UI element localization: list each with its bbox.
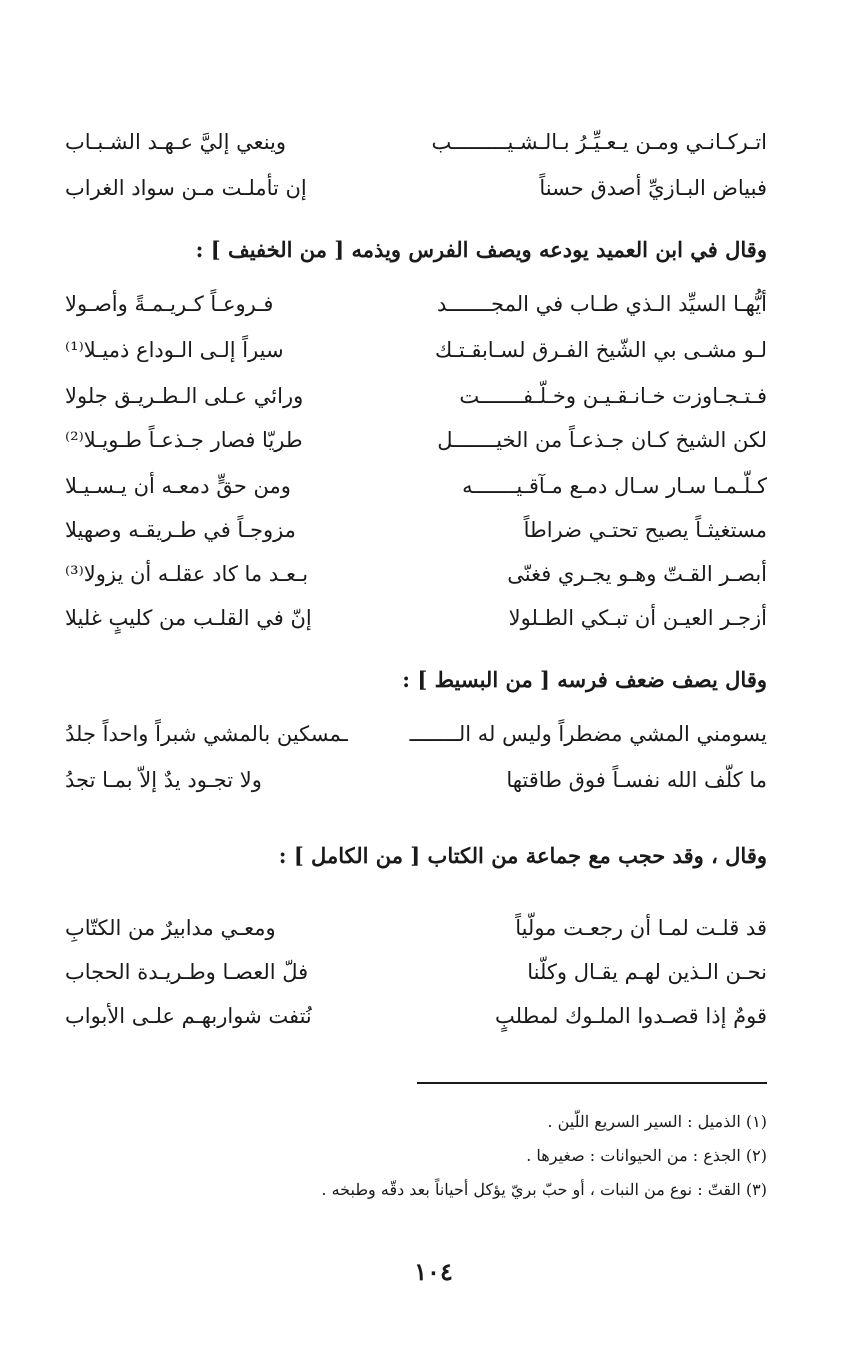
- verse-line: [65, 510, 767, 550]
- verse-first-hemistich: يسومني المشي مضطراً وليس له الــــــــ: [409, 722, 767, 746]
- verse-first-hemistich: قومٌ إذا قصـدوا الملـوك لمطلبٍ: [495, 1004, 767, 1028]
- verse-first-hemistich: لكن الشيخ كـان جـذعـاً من الخيـــــــل: [437, 428, 767, 452]
- poem-heading: وقال ، وقد حجب مع جماعة من الكتاب [ من الكامل ] :: [278, 843, 767, 868]
- verse-first-hemistich: نحـن الـذين لهـم يقـال وكلّنا: [527, 960, 767, 984]
- verse-second-hemistich: وينعي إليَّ عـهـد الشـبـاب: [65, 130, 287, 154]
- footnote: (٣) القتّ : نوع من النبات ، أو حبّ بريّ يؤكل أحياناً بعد دقّه وطبخه .: [321, 1180, 767, 1199]
- verse-first-hemistich: لـو مشـى بي الشّيخ الفـرق لسـابقـتـك: [434, 338, 767, 362]
- verse-line: [65, 168, 767, 208]
- poem-heading: وقال في ابن العميد يودعه ويصف الفرس ويذمه [ من الخفيف ] :: [195, 237, 767, 262]
- verse-line: [65, 420, 767, 460]
- verse-line: [65, 554, 767, 594]
- page-number: ١٠٤: [414, 1257, 453, 1286]
- verse-second-hemistich: ولا تجـود يدٌ إلاّ بمـا تجدُ: [65, 768, 262, 792]
- verse-first-hemistich: أزجـر العيـن أن تبـكي الطـلولا: [508, 606, 767, 630]
- verse-second-hemistich: ـمسكين بالمشي شبراً واحداً جلدُ: [65, 722, 348, 746]
- verse-line: [65, 330, 767, 370]
- verse-second-hemistich: ومن حقٍّ دمعـه أن يـسـيـلا: [65, 474, 291, 498]
- verse-second-hemistich: مزوجـاً في طـريقـه وصهيلا: [65, 518, 296, 542]
- verse-line: [65, 598, 767, 638]
- verse-second-hemistich: ومعـي مدابيرٌ من الكتّابِ: [65, 916, 276, 940]
- verse-first-hemistich: ما كلّف الله نفسـاً فوق طاقتها: [506, 768, 767, 792]
- verse-line: [65, 952, 767, 992]
- verse-first-hemistich: أيُّهـا السيِّد الـذي طـاب في المجـــــــد: [436, 292, 767, 316]
- verse-line: [65, 376, 767, 416]
- verse-line: [65, 996, 767, 1036]
- verse-line: [65, 122, 767, 162]
- verse-second-hemistich: فـروعـاً كـريـمـةً وأصـولا: [65, 292, 274, 316]
- verse-first-hemistich: قد قلـت لمـا أن رجعـت مولّياً: [515, 916, 767, 940]
- verse-second-hemistich: ورائي عـلى الـطـريـق جلولا: [65, 384, 304, 408]
- footnote-separator: [417, 1082, 767, 1084]
- verse-second-hemistich: نُتفت شواربهـم علـى الأبواب: [65, 1004, 312, 1028]
- footnote: (٢) الجذع : من الحيوانات : صغيرها .: [526, 1146, 767, 1165]
- verse-second-hemistich: سيراً إلـى الـوداع ذميـلا⁽¹⁾: [65, 338, 284, 362]
- verse-first-hemistich: فـتـجـاوزت خـانـقـيـن وخـلّـفـــــــت: [459, 384, 767, 408]
- verse-first-hemistich: مستغيثـاً يصيح تحتـي ضراطاً: [523, 518, 767, 542]
- verse-line: [65, 760, 767, 800]
- verse-line: [65, 466, 767, 506]
- poem-heading: وقال يصف ضعف فرسه [ من البسيط ] :: [402, 667, 767, 692]
- verse-first-hemistich: كـلّـمـا سـار سـال دمـع مـآقـيـــــــه: [462, 474, 767, 498]
- verse-first-hemistich: اتـركـانـي ومـن يـعـيِّـرُ بـالـشـيـــــــــب: [431, 130, 767, 154]
- verse-second-hemistich: فلّ العصـا وطـريـدة الحجاب: [65, 960, 309, 984]
- verse-second-hemistich: إنّ في القلـب من كليبٍ غليلا: [65, 606, 312, 630]
- footnote: (١) الذميل : السير السريع اللّين .: [547, 1112, 767, 1131]
- verse-line: [65, 908, 767, 948]
- verse-first-hemistich: أبصـر القـتّ وهـو يجـري فغنّى: [507, 562, 767, 586]
- verse-first-hemistich: فبياض البـازيِّ أصدق حسناً: [539, 176, 767, 200]
- verse-line: [65, 714, 767, 754]
- verse-second-hemistich: طريّا فصار جـذعـاً طـويـلا⁽²⁾: [65, 428, 303, 452]
- verse-second-hemistich: إن تأملـت مـن سواد الغراب: [65, 176, 307, 200]
- verse-line: [65, 284, 767, 324]
- verse-second-hemistich: بـعـد ما كاد عقلـه أن يزولا⁽³⁾: [65, 562, 309, 586]
